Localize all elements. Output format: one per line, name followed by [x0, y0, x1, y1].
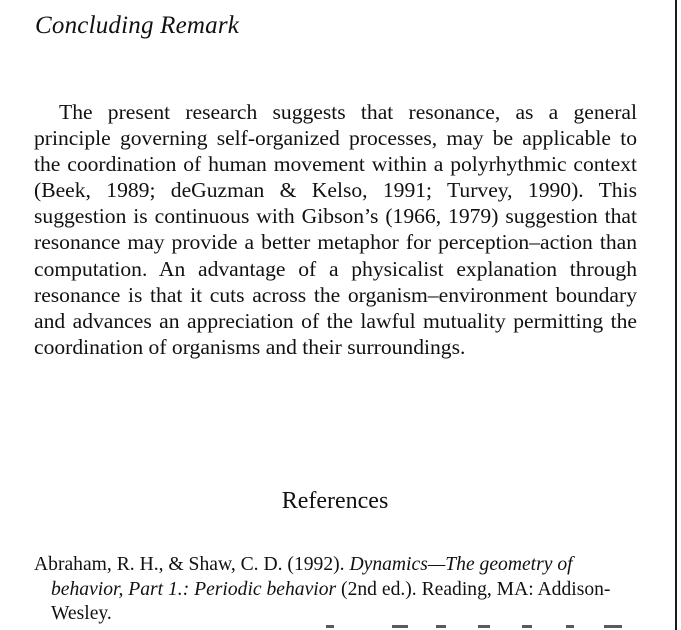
- reference-title: Dynamics—The geometry of behavior, Part 1.: Periodic behavior: [51, 554, 573, 600]
- reference-details: (2nd ed.). Reading, MA: Addison-Wesley.: [51, 578, 611, 624]
- cutoff-mark: [478, 625, 490, 628]
- section-heading: Concluding Remark: [35, 12, 240, 39]
- cutoff-mark: [436, 625, 446, 628]
- references-heading: References: [281, 488, 389, 514]
- reference-authors: Abraham, R. H., & Shaw, C. D. (1992).: [34, 554, 350, 575]
- cutoff-mark: [604, 625, 622, 628]
- cutoff-mark: [566, 625, 574, 628]
- cutoff-mark: [326, 625, 334, 628]
- reference-list: [34, 553, 642, 627]
- concluding-paragraph: The present research suggests that resonance, as a general principle governing self-organized processes, may be applicable to the coordination of human movement within a polyrhythmic context (Beek, 1989; deGuzman & Kelso, 1991; Turvey, 1990). This suggestion is continuous with Gibson’s (1966, 1979) suggestion that resonance may provide a better metaphor for perception–action than computation. An advantage of a physicalist explanation through resonance is that it cuts across the organism–environment boundary and advances an appreciation of the lawful mutuality permitting the coordination of organisms and their surroundings.: [34, 100, 637, 359]
- reference-entry: [34, 553, 642, 627]
- cutoff-mark: [392, 625, 408, 628]
- page-edge-rule: [675, 0, 677, 630]
- cutoff-mark: [522, 625, 532, 628]
- cutoff-text-fragment: [0, 623, 681, 630]
